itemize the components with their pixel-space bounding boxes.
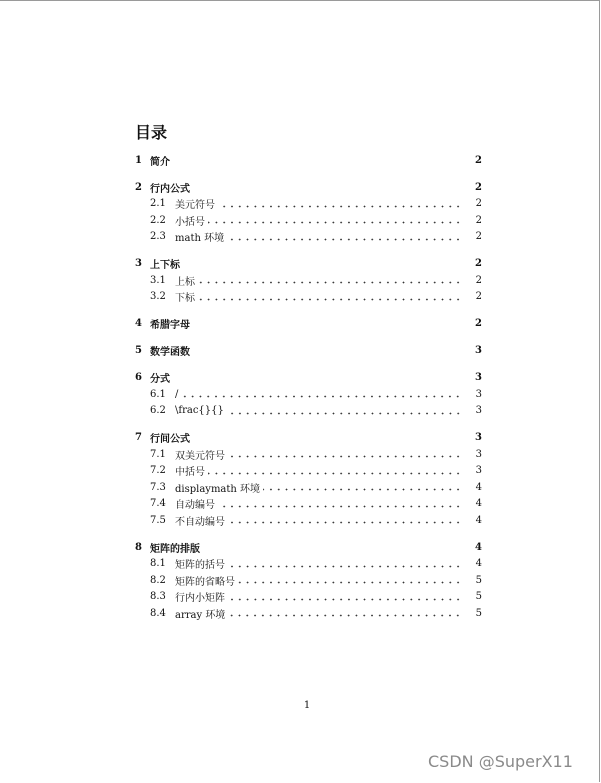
entry-page: 2 <box>475 198 482 210</box>
entry-page: 3 <box>475 388 482 400</box>
entry-page: 3 <box>475 372 482 384</box>
entry-number: 4 <box>135 318 142 330</box>
toc-section[interactable] <box>135 343 482 360</box>
toc-subsection[interactable] <box>135 605 482 622</box>
entry-page: 4 <box>475 558 482 570</box>
entry-page: 2 <box>475 258 482 270</box>
toc-section[interactable] <box>135 539 482 556</box>
toc-subsection[interactable] <box>135 212 482 229</box>
entry-number: 3 <box>135 258 142 270</box>
entry-title: 下标 <box>175 293 195 305</box>
dot-leader <box>198 275 462 285</box>
entry-number: 8 <box>135 541 142 553</box>
entry-number: 6.1 <box>150 388 166 400</box>
entry-title: 美元符号 <box>175 200 215 212</box>
entry-number: 1 <box>135 154 142 166</box>
entry-page: 2 <box>475 318 482 330</box>
entry-title: 矩阵的排版 <box>150 543 200 555</box>
entry-page: 5 <box>475 591 482 603</box>
entry-page: 4 <box>475 541 482 553</box>
entry-number: 7.1 <box>150 448 166 460</box>
dot-leader <box>218 199 462 209</box>
toc-section[interactable] <box>135 256 482 273</box>
toc-section[interactable] <box>135 370 482 387</box>
entry-number: 2.2 <box>150 214 166 226</box>
entry-title: displaymath 环境 <box>175 483 261 495</box>
entry-page: 3 <box>475 345 482 357</box>
toc-subsection[interactable] <box>135 403 482 420</box>
dot-leader <box>263 482 462 492</box>
entry-number: 7.5 <box>150 514 166 526</box>
entry-title: 行内公式 <box>150 183 190 195</box>
entry-title: math 环境 <box>175 233 225 245</box>
toc-subsection[interactable] <box>135 556 482 573</box>
toc-subsection[interactable] <box>135 229 482 246</box>
dot-leader <box>238 575 462 585</box>
dot-leader <box>208 466 462 476</box>
entry-title: 分式 <box>150 374 170 386</box>
dot-leader <box>218 499 462 509</box>
toc-subsection[interactable] <box>135 589 482 606</box>
dot-leader <box>227 406 462 416</box>
entry-page: 2 <box>475 291 482 303</box>
entry-title: \frac{}{} <box>175 405 224 417</box>
entry-page: 4 <box>475 498 482 510</box>
entry-number: 8.2 <box>150 574 166 586</box>
table-of-contents <box>135 123 482 622</box>
entry-page: 4 <box>475 481 482 493</box>
entry-page: 2 <box>475 214 482 226</box>
entry-number: 6 <box>135 372 142 384</box>
toc-subsection[interactable] <box>135 446 482 463</box>
entry-number: 7.4 <box>150 498 166 510</box>
toc-entries <box>135 152 482 622</box>
toc-section[interactable] <box>135 316 482 333</box>
dot-leader <box>228 559 462 569</box>
entry-number: 2 <box>135 181 142 193</box>
entry-title: 小括号 <box>175 216 205 228</box>
toc-subsection[interactable] <box>135 289 482 306</box>
entry-page: 3 <box>475 405 482 417</box>
entry-title: 自动编号 <box>175 500 215 512</box>
entry-page: 2 <box>475 274 482 286</box>
toc-subsection[interactable] <box>135 512 482 529</box>
entry-page: 3 <box>475 465 482 477</box>
entry-number: 7.3 <box>150 481 166 493</box>
entry-number: 8.3 <box>150 591 166 603</box>
entry-number: 3.1 <box>150 274 166 286</box>
entry-number: 2.1 <box>150 198 166 210</box>
entry-page: 4 <box>475 514 482 526</box>
entry-page: 5 <box>475 574 482 586</box>
entry-number: 7 <box>135 432 142 444</box>
dot-leader <box>228 515 462 525</box>
dot-leader <box>181 389 462 399</box>
entry-title: 数学函数 <box>150 347 190 359</box>
entry-number: 2.3 <box>150 231 166 243</box>
toc-subsection[interactable] <box>135 496 482 513</box>
page-number: 1 <box>303 700 311 711</box>
toc-subsection[interactable] <box>135 386 482 403</box>
toc-subsection[interactable] <box>135 572 482 589</box>
toc-subsection[interactable] <box>135 463 482 480</box>
entry-title: 双美元符号 <box>175 450 225 462</box>
entry-number: 5 <box>135 345 142 357</box>
entry-number: 7.2 <box>150 465 166 477</box>
entry-title: 矩阵的省略号 <box>175 576 235 588</box>
dot-leader <box>208 215 462 225</box>
entry-title: 不自动编号 <box>175 516 225 528</box>
toc-section[interactable] <box>135 430 482 447</box>
entry-page: 5 <box>475 607 482 619</box>
entry-number: 3.2 <box>150 291 166 303</box>
entry-title: 行内小矩阵 <box>175 593 225 605</box>
entry-page: 2 <box>475 181 482 193</box>
dot-leader <box>198 292 462 302</box>
dot-leader <box>228 449 462 459</box>
entry-number: 8.1 <box>150 558 166 570</box>
toc-section[interactable] <box>135 179 482 196</box>
entry-title: 上标 <box>175 276 195 288</box>
entry-page: 2 <box>475 154 482 166</box>
toc-title: 目录 <box>135 123 168 142</box>
dot-leader <box>227 232 462 242</box>
entry-title: 矩阵的括号 <box>175 560 225 572</box>
entry-title: 行间公式 <box>150 434 190 446</box>
watermark: CSDN @SuperX11 <box>428 752 573 771</box>
dot-leader <box>228 592 462 602</box>
toc-subsection[interactable] <box>135 479 482 496</box>
entry-title: array 环境 <box>175 609 226 621</box>
entry-title: 希腊字母 <box>150 320 190 332</box>
entry-page: 3 <box>475 432 482 444</box>
entry-page: 2 <box>475 231 482 243</box>
entry-page: 3 <box>475 448 482 460</box>
entry-title: / <box>175 388 179 400</box>
entry-number: 6.2 <box>150 405 166 417</box>
entry-title: 简介 <box>150 156 170 168</box>
entry-title: 中括号 <box>175 467 205 479</box>
toc-subsection[interactable] <box>135 272 482 289</box>
entry-title: 上下标 <box>150 260 180 272</box>
toc-section[interactable] <box>135 152 482 169</box>
entry-number: 8.4 <box>150 607 166 619</box>
dot-leader <box>228 608 462 618</box>
toc-subsection[interactable] <box>135 196 482 213</box>
